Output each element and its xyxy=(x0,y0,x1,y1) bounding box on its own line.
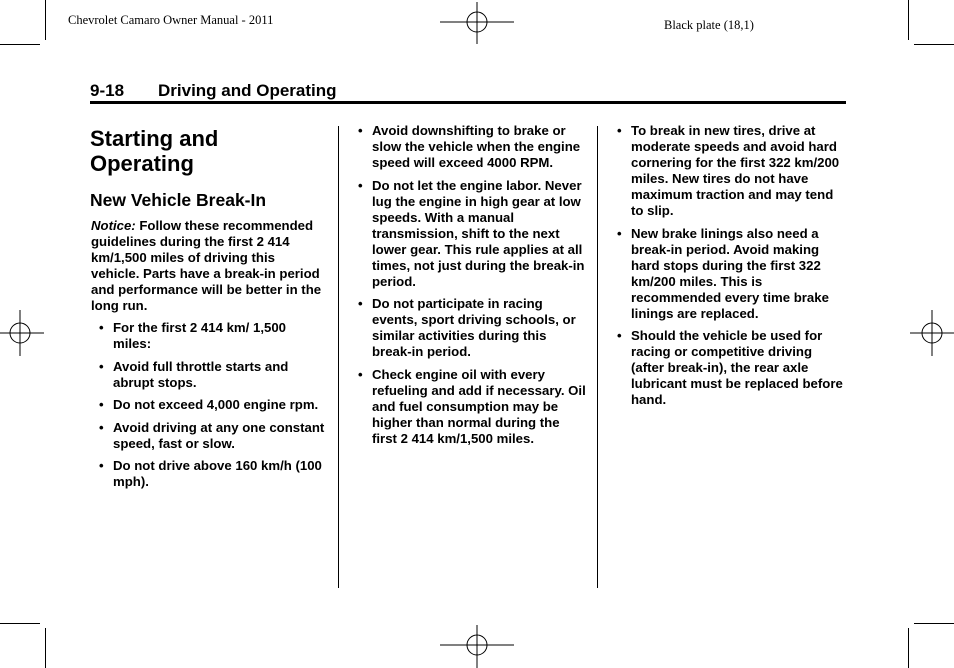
registration-mark-top xyxy=(440,2,514,44)
notice-paragraph xyxy=(91,218,323,314)
crop-mark xyxy=(0,44,40,45)
bullet-icon: • xyxy=(617,123,622,138)
page-number: 9-18 xyxy=(90,81,125,100)
list-item: • Do not let the engine labor. Never lug the engine in high gear at low speeds. With a manual transmission, shift to the next lower gear. This rule applies at all times, not just during the break-in period. xyxy=(358,177,585,289)
bullet-icon: • xyxy=(617,328,622,343)
registration-mark-left xyxy=(0,310,44,356)
subheading: New Vehicle Break-In xyxy=(90,190,267,210)
list-item: • Check engine oil with every refueling and add if necessary. Oil and fuel consumption may be higher than normal during the first 2 414 km/1,500 miles. xyxy=(358,366,586,446)
registration-mark-bottom xyxy=(440,625,514,668)
list-item: • Do not participate in racing events, sport driving schools, or similar activities during this break-in period. xyxy=(358,296,576,359)
crop-mark xyxy=(914,44,954,45)
plate-label: Black plate (18,1) xyxy=(664,18,754,32)
bullet-icon: • xyxy=(99,320,104,335)
section-title: Driving and Operating xyxy=(158,81,337,100)
notice-label: Notice: xyxy=(91,218,136,233)
list-item: • For the first 2 414 km/ 1,500 miles: xyxy=(99,320,286,351)
list-item: • To break in new tires, drive at moderate speeds and avoid hard cornering for the first 322 km/200 miles. New tires do not have maximum traction and may tend to slip. xyxy=(617,123,840,218)
column-divider xyxy=(597,126,598,588)
page-title: Starting and Operating xyxy=(90,126,219,176)
guideline-list xyxy=(350,123,588,453)
bullet-icon: • xyxy=(99,419,104,435)
guideline-list xyxy=(91,320,326,497)
crop-mark xyxy=(908,0,909,40)
guideline-list xyxy=(609,123,847,415)
bullet-icon: • xyxy=(99,397,104,412)
bullet-icon: • xyxy=(358,296,363,311)
list-item: • Avoid full throttle starts and abrupt stops. xyxy=(99,358,289,390)
crop-mark xyxy=(0,623,40,624)
list-item: • Do not exceed 4,000 engine rpm. xyxy=(99,397,319,412)
header-rule xyxy=(90,101,846,104)
list-item: • Should the vehicle be used for racing or competitive driving (after break-in), the rear axle lubricant must be replaced before hand. xyxy=(617,328,843,407)
list-item: • Do not drive above 160 km/h (100 mph). xyxy=(99,458,322,489)
crop-mark xyxy=(45,628,46,668)
crop-mark xyxy=(45,0,46,40)
registration-mark-right xyxy=(910,310,954,356)
bullet-icon: • xyxy=(358,177,363,193)
list-item: • Avoid driving at any one constant speed, fast or slow. xyxy=(99,419,325,451)
bullet-icon: • xyxy=(99,458,104,473)
bullet-icon: • xyxy=(358,366,363,382)
bullet-icon: • xyxy=(617,225,622,241)
section-header xyxy=(90,81,337,101)
list-item: • New brake linings also need a break-in period. Avoid making hard stops during the first 322 km/200 miles. This is recommended every time brake linings are replaced. xyxy=(617,225,829,321)
bullet-icon: • xyxy=(358,123,363,138)
manual-title: Chevrolet Camaro Owner Manual - 2011 xyxy=(68,13,274,27)
list-item: • Avoid downshifting to brake or slow the vehicle when the engine speed will exceed 4000 RPM. xyxy=(358,123,581,170)
bullet-icon: • xyxy=(99,358,104,374)
crop-mark xyxy=(908,628,909,668)
crop-mark xyxy=(914,623,954,624)
column-divider xyxy=(338,126,339,588)
notice-text: Follow these recommended guidelines during the first 2 414 km/1,500 miles of driving this vehicle. Parts have a break-in period and performance will be better in the long run. xyxy=(91,218,322,313)
